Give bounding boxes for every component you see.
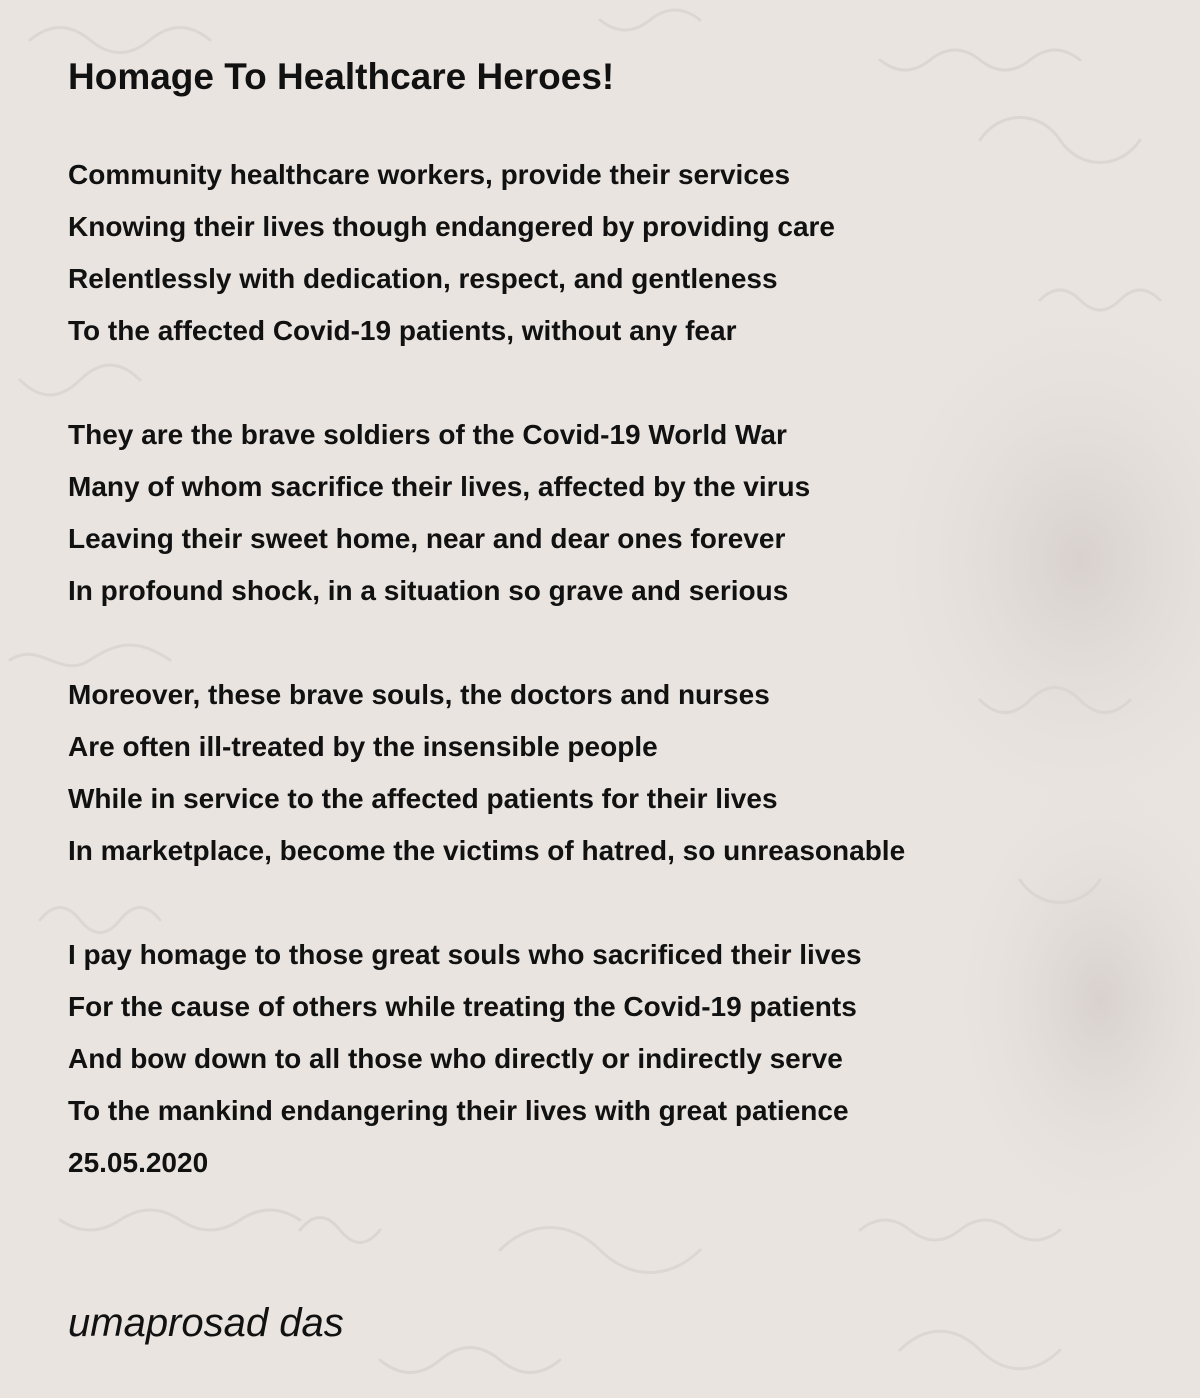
poem-author: umaprosad das xyxy=(68,1301,344,1345)
poem-line: In profound shock, in a situation so grave and serious xyxy=(68,575,789,606)
poem-line: And bow down to all those who directly or indirectly serve xyxy=(68,1043,843,1074)
poem-line: Moreover, these brave souls, the doctors and nurses xyxy=(68,679,770,710)
poem-title: Homage To Healthcare Heroes! xyxy=(68,56,615,97)
poem-line: To the affected Covid-19 patients, without any fear xyxy=(68,315,737,346)
stanza-3 xyxy=(68,669,1168,877)
poem-line: Leaving their sweet home, near and dear ones forever xyxy=(68,523,786,554)
poem-line: In marketplace, become the victims of hatred, so unreasonable xyxy=(68,835,906,866)
poem-body xyxy=(68,149,1168,1241)
poem-line: For the cause of others while treating the Covid-19 patients xyxy=(68,991,857,1022)
poem-line: I pay homage to those great souls who sacrificed their lives xyxy=(68,939,862,970)
stanza-2 xyxy=(68,409,1168,617)
stanza-4 xyxy=(68,929,1168,1189)
poem-line: To the mankind endangering their lives with great patience xyxy=(68,1095,849,1126)
poem-line: While in service to the affected patients for their lives xyxy=(68,783,778,814)
poem-line: They are the brave soldiers of the Covid-19 World War xyxy=(68,419,787,450)
poem-date: 25.05.2020 xyxy=(68,1147,209,1178)
poem-line: Knowing their lives though endangered by providing care xyxy=(68,211,835,242)
poem-line: Community healthcare workers, provide their services xyxy=(68,159,791,190)
stanza-1 xyxy=(68,149,1168,357)
poem-line: Many of whom sacrifice their lives, affected by the virus xyxy=(68,471,811,502)
poem-line: Relentlessly with dedication, respect, and gentleness xyxy=(68,263,778,294)
poem-line: Are often ill-treated by the insensible people xyxy=(68,731,658,762)
